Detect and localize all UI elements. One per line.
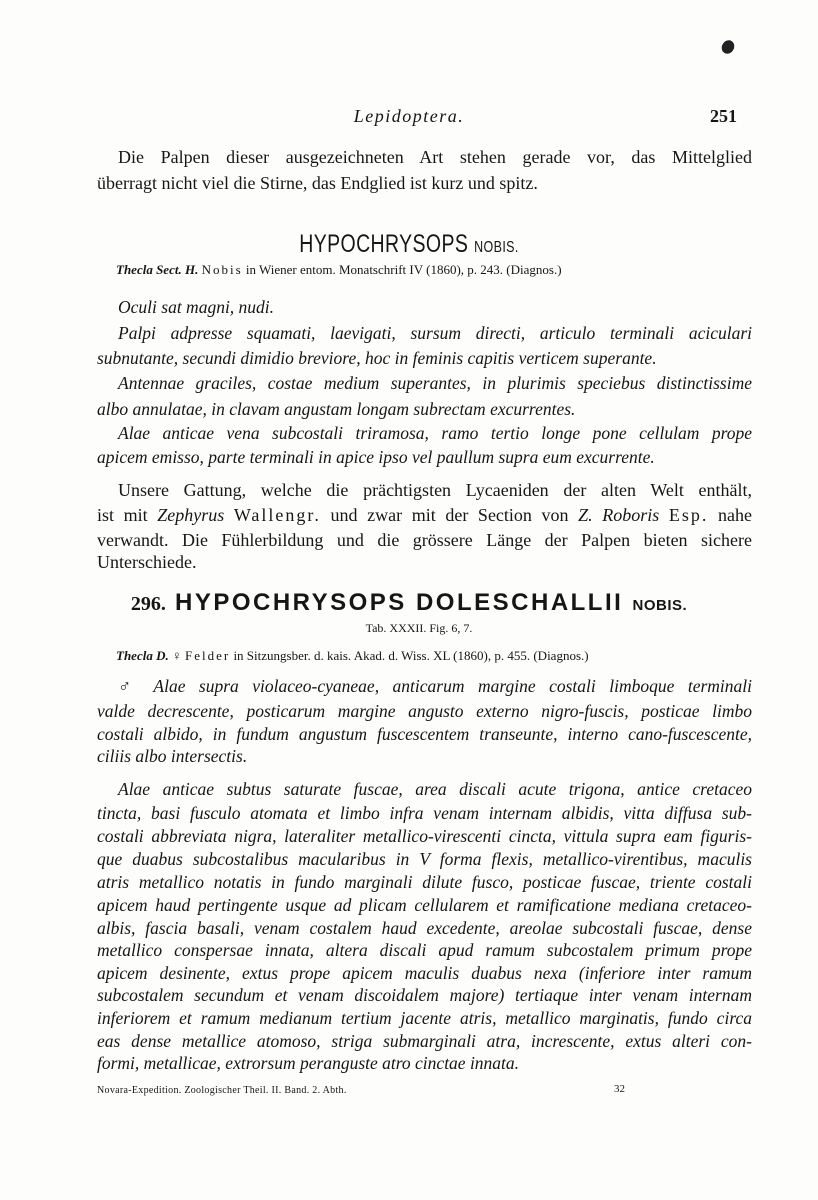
male-symbol-icon: ♂ bbox=[118, 676, 141, 696]
scan-speck bbox=[719, 38, 736, 56]
text-line: costali abbreviata nigra, lateraliter metallico-virescenti cincta, vittula supra eam figuris- bbox=[97, 826, 752, 846]
text-line: que duabus subcostalibus macularibus in V forma flexis, metallico-virentibus, maculis bbox=[97, 849, 752, 869]
text-line: formi, metallicae, extrorsum peranguste atro cinctae innata. bbox=[97, 1053, 520, 1073]
page-number: 251 bbox=[710, 106, 737, 126]
text-line: atris metallico notatis in fundo marginali dilute fusco, posticae fuscae, triente costali bbox=[97, 872, 752, 892]
plate-reference: Tab. XXXII. Fig. 6, 7. bbox=[365, 621, 473, 635]
reference-text: in Wiener entom. Monatschrift IV (1860), p. 243. (Diagnos.) bbox=[245, 262, 562, 277]
reference-author: Nobis bbox=[201, 262, 243, 277]
text-line: albis, fascia basali, venam costalem haud excedente, areolae subcostali fuscae, dense bbox=[97, 918, 752, 938]
text-line: tincta, basi fusculo atomata et limbo infra venam internam albidis, vitta diffusa sub- bbox=[97, 803, 752, 823]
text-line: eas dense metallice atomoso, striga submarginali atra, increscente, extus alteri con- bbox=[97, 1031, 752, 1051]
text-line: überragt nicht viel die Stirne, das Endglied ist kurz und spitz. bbox=[97, 173, 538, 193]
genus-reference bbox=[116, 262, 562, 278]
text-line: Palpi adpresse squamati, laevigati, sursum directi, articulo terminali aciculari bbox=[118, 323, 752, 343]
text-line: metallico conspersae innata, altera discali apud ramum subcostalem primum prope bbox=[97, 940, 752, 960]
sheet-number: 32 bbox=[614, 1083, 625, 1095]
reference-author: Felder bbox=[184, 648, 231, 663]
text-line: Alae anticae subtus saturate fuscae, area discali acute trigona, antice cretaceo bbox=[118, 779, 752, 799]
text-line: Oculi sat magni, nudi. bbox=[118, 297, 275, 317]
text-line: subcostalem secundum et venam discoidalem majore) tertiaque inter venam internam bbox=[97, 985, 752, 1005]
text-line: valde decrescente, posticarum margine angusto externo nigro-fuscis, posticae limbo bbox=[97, 701, 752, 721]
running-title: Lepidoptera. bbox=[353, 106, 465, 126]
text-line bbox=[118, 675, 752, 697]
text-line: Antennae graciles, costae medium superantes, in plurimis speciebus distinctissime bbox=[118, 373, 752, 393]
species-name: HYPOCHRYSOPS DOLESCHALLII bbox=[174, 589, 624, 616]
reference-taxon: Thecla Sect. H. bbox=[116, 262, 199, 277]
genus-name: HYPOCHRYSOPS bbox=[299, 230, 469, 258]
text-line: ciliis albo intersectis. bbox=[97, 746, 248, 766]
text-line: costali albido, in fundum angustum fuscescentem transeunte, interno cano-fuscescente, bbox=[97, 724, 752, 744]
text-span: ist mit bbox=[97, 505, 158, 525]
genus-author: NOBIS. bbox=[474, 239, 519, 256]
reference-text: in Sitzungsber. d. kais. Akad. d. Wiss. XL (1860), p. 455. (Diagnos.) bbox=[233, 648, 589, 663]
reference-taxon: Thecla D. bbox=[116, 648, 169, 663]
species-heading bbox=[0, 589, 818, 617]
text-line: albo annulatae, in clavam angustam longam subrectam excurrentes. bbox=[97, 399, 576, 419]
female-symbol-icon: ♀ bbox=[171, 648, 182, 663]
author-name: Esp. bbox=[668, 505, 709, 525]
text-line: verwandt. Die Fühlerbildung und die grössere Länge der Palpen bieten sichere bbox=[97, 530, 752, 550]
species-reference bbox=[116, 648, 589, 664]
text-span: Alae supra violaceo-cyaneae, anticarum margine costali limboque terminali bbox=[153, 676, 752, 696]
text-line: subnutante, secundi dimidio breviore, hoc in feminis capitis verticem superante. bbox=[97, 348, 657, 368]
text-line: Unsere Gattung, welche die prächtigsten Lycaeniden der alten Welt enthält, bbox=[118, 480, 752, 500]
footer-signature: Novara-Expedition. Zoologischer Theil. II. Band. 2. Abth. bbox=[97, 1085, 347, 1096]
taxon-name: Zephyrus bbox=[157, 505, 225, 525]
text-line: apicem emisso, parte terminali in apice ipso vel paullum supra eum excurrente. bbox=[97, 447, 655, 467]
text-line: inferiorem et ramum medianum tertium jacente atris, metallico marginatis, fundo circa bbox=[97, 1008, 752, 1028]
taxon-name: Z. Roboris bbox=[578, 505, 660, 525]
text-line: Alae anticae vena subcostali triramosa, ramo tertio longe pone cellulam prope bbox=[118, 423, 752, 443]
author-name: Wallengr. bbox=[233, 505, 321, 525]
text-line: apicem haud pertingente usque ad plicam cellularem et ramificatione mediana cretaceo- bbox=[97, 895, 752, 915]
text-line: Die Palpen dieser ausgezeichneten Art stehen gerade vor, das Mittelglied bbox=[118, 147, 752, 167]
text-span: und zwar mit der Section von bbox=[320, 505, 579, 525]
species-author: NOBIS. bbox=[632, 597, 688, 614]
text-line bbox=[97, 504, 752, 526]
text-span: nahe bbox=[708, 505, 753, 525]
text-line: Unterschiede. bbox=[97, 552, 197, 572]
genus-heading bbox=[90, 230, 728, 259]
species-number: 296. bbox=[130, 593, 166, 615]
text-line: apicem desinente, extus prope apicem maculis duabus nexa (inferiore inter ramum bbox=[97, 963, 752, 983]
